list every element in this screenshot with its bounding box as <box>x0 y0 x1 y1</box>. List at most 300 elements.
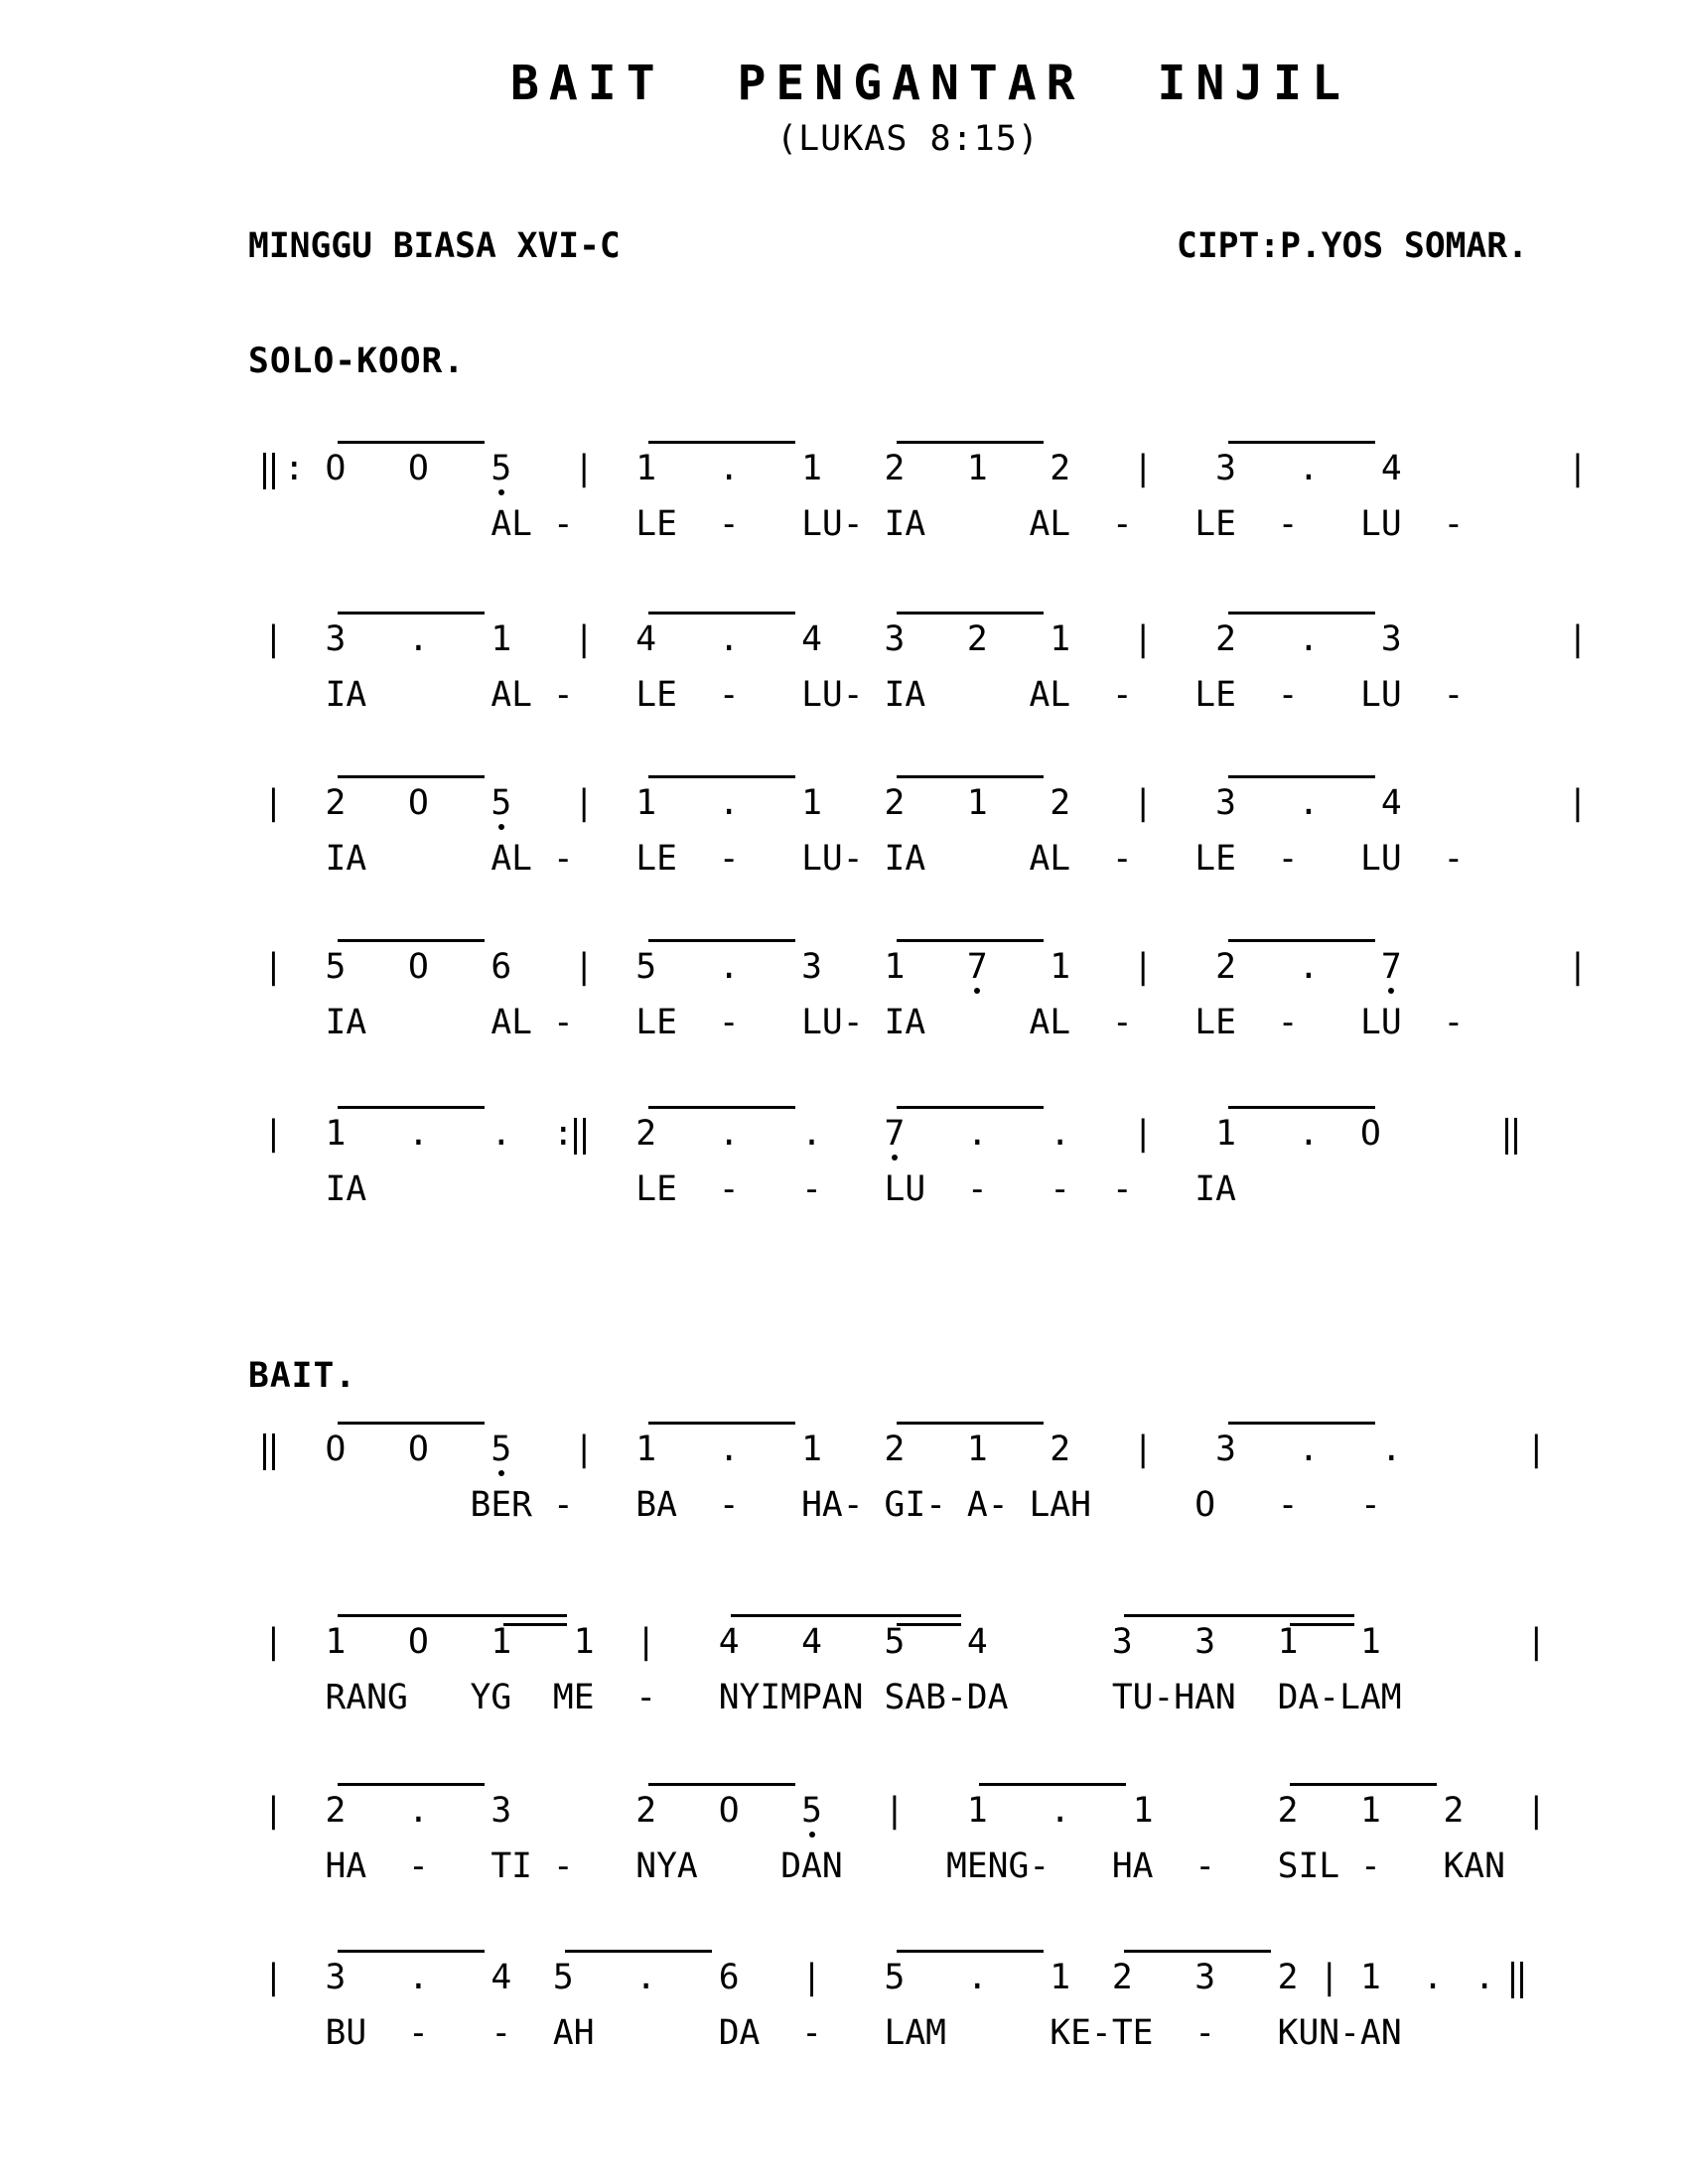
note-token: 1 <box>491 1622 512 1662</box>
note-token: 1 <box>1215 1114 1236 1154</box>
note-token: 4 <box>635 619 657 659</box>
lyric-syllable: HA <box>1111 1846 1154 1886</box>
duration-dot-token: . <box>491 1114 512 1154</box>
lyric-syllable: LU- <box>801 1003 864 1042</box>
lyric-syllable: LU <box>1360 504 1402 544</box>
composer-credit: CIPT:P.YOS SOMAR. <box>1177 226 1528 266</box>
lyric-syllable: - <box>718 839 740 879</box>
barline: | <box>263 1114 284 1154</box>
note-token: 5 <box>325 947 347 987</box>
note-token: 5 <box>635 947 657 987</box>
note-token: 3 <box>1194 1622 1216 1662</box>
note-token: 4 <box>801 619 822 659</box>
beam-line <box>897 441 1044 444</box>
lyric-syllable: - <box>1277 839 1299 879</box>
note-token: 2 <box>1277 1791 1299 1831</box>
beam-line <box>1124 1614 1353 1617</box>
rest-token: O <box>1360 1114 1381 1154</box>
lyric-syllable: KAN <box>1443 1846 1505 1886</box>
repeat-colon: : <box>552 1114 574 1154</box>
note-token: 4 <box>491 1958 512 1997</box>
beam-line <box>1228 612 1375 614</box>
note-token: 2 <box>325 1791 347 1831</box>
lyric-syllable: - <box>552 1485 574 1525</box>
lyric-syllable: DAN <box>780 1846 843 1886</box>
beam-line <box>648 1422 795 1425</box>
lyric-syllable: - <box>491 2013 512 2053</box>
duration-dot-token: . <box>1050 1791 1071 1831</box>
lyric-syllable: - <box>1277 1003 1299 1042</box>
beam-line <box>648 1783 795 1786</box>
duration-dot-token: . <box>966 1958 988 1997</box>
duration-dot-token: . <box>407 1958 429 1997</box>
beam-line <box>1228 939 1375 942</box>
note-token: 3 <box>1215 783 1236 823</box>
rest-token: O <box>325 1430 347 1469</box>
lyric-syllable: - <box>1277 504 1299 544</box>
beam-line <box>979 1783 1126 1786</box>
lyric-syllable: - <box>1111 675 1133 715</box>
duration-dot-token: . <box>718 947 740 987</box>
barline: | <box>1567 619 1589 659</box>
barline: | <box>573 783 595 823</box>
lyric-syllable: TU-HAN <box>1111 1678 1236 1717</box>
lyric-syllable: LAH <box>1029 1485 1091 1525</box>
note-token: 3 <box>325 1958 347 1997</box>
lyric-syllable: - <box>1111 1003 1133 1042</box>
beam-line <box>731 1614 960 1617</box>
lyric-syllable: YG <box>470 1678 512 1717</box>
note-token: 2 <box>884 783 906 823</box>
lyric-syllable: - <box>1111 1169 1133 1209</box>
lyric-syllable: KUN- <box>1277 2013 1360 2053</box>
lyric-syllable: TI <box>491 1846 532 1886</box>
lyric-syllable: BER <box>470 1485 532 1525</box>
occasion-label: MINGGU BIASA XVI-C <box>248 226 621 266</box>
duration-dot-token: . <box>1474 1958 1495 1997</box>
note-token: 1 <box>325 1622 347 1662</box>
lyric-syllable: IA <box>325 675 367 715</box>
note-token: 2 <box>884 449 906 488</box>
note-token: 2 <box>635 1791 657 1831</box>
double-barline <box>1505 1118 1517 1155</box>
note-token: 3 <box>1215 449 1236 488</box>
note-token: 1 <box>1277 1622 1299 1662</box>
barline: | <box>1132 619 1154 659</box>
note-token: 1 <box>1050 619 1071 659</box>
barline: | <box>1525 1791 1547 1831</box>
lyric-syllable: - <box>1277 675 1299 715</box>
lyric-syllable: O <box>1194 1485 1216 1525</box>
beam-line-double <box>503 1623 568 1626</box>
note-token: 1 <box>1050 947 1071 987</box>
beam-line <box>338 1950 485 1953</box>
lyric-syllable: DA-LAM <box>1277 1678 1402 1717</box>
low-octave-dot <box>1388 988 1394 994</box>
duration-dot-token: . <box>1380 1430 1402 1469</box>
solo-line-4 <box>0 933 1684 1052</box>
lyric-syllable: LU <box>884 1169 926 1209</box>
lyric-syllable: NYA <box>635 1846 698 1886</box>
note-token: 4 <box>718 1622 740 1662</box>
barline: | <box>263 619 284 659</box>
solo-line-1 <box>0 435 1684 554</box>
low-octave-dot <box>974 988 980 994</box>
duration-dot-token: . <box>718 1114 740 1154</box>
duration-dot-token: . <box>1298 449 1320 488</box>
lyric-syllable: - <box>1443 675 1465 715</box>
lyric-syllable: KE- <box>1050 2013 1112 2053</box>
duration-dot-token: . <box>718 449 740 488</box>
duration-dot-token: . <box>1298 1430 1320 1469</box>
duration-dot-token: . <box>1422 1958 1444 1997</box>
lyric-syllable: HA- <box>801 1485 864 1525</box>
note-token: 3 <box>1194 1958 1216 1997</box>
rest-token: O <box>407 449 429 488</box>
barline: | <box>1525 1430 1547 1469</box>
double-barline <box>1511 1962 1523 1998</box>
duration-dot-token: . <box>1298 619 1320 659</box>
lyric-syllable: BU <box>325 2013 367 2053</box>
note-token: 2 <box>325 783 347 823</box>
lyric-syllable: MENG- <box>946 1846 1051 1886</box>
lyric-syllable: IA <box>884 839 926 879</box>
rest-token: O <box>325 449 347 488</box>
lyric-syllable: SAB-DA <box>884 1678 1009 1717</box>
note-token: 7 <box>884 1114 906 1154</box>
barline: | <box>1567 449 1589 488</box>
beam-line <box>897 939 1044 942</box>
low-octave-dot <box>809 1832 815 1838</box>
lyric-syllable: - <box>552 1003 574 1042</box>
barline: | <box>1132 947 1154 987</box>
scripture-reference: (LUKAS 8:15) <box>776 119 1040 159</box>
beam-line <box>1228 1422 1375 1425</box>
duration-dot-token: . <box>801 1114 822 1154</box>
lyric-syllable: GI- <box>884 1485 946 1525</box>
barline: | <box>1319 1958 1340 1997</box>
lyric-syllable: LE <box>1194 504 1236 544</box>
lyric-syllable: NYIMPAN <box>718 1678 864 1717</box>
lyric-syllable: IA <box>325 1169 367 1209</box>
barline: | <box>263 947 284 987</box>
note-token: 3 <box>1380 619 1402 659</box>
note-token: 5 <box>552 1958 574 1997</box>
barline: | <box>263 1622 284 1662</box>
lyric-syllable: LU- <box>801 504 864 544</box>
lyric-syllable: IA <box>325 1003 367 1042</box>
note-token: 1 <box>966 783 988 823</box>
lyric-syllable: - <box>1050 1169 1071 1209</box>
lyric-syllable: AN <box>1360 2013 1402 2053</box>
low-octave-dot <box>498 1470 504 1476</box>
lyric-syllable: SIL <box>1277 1846 1340 1886</box>
lyric-syllable: IA <box>884 675 926 715</box>
solo-line-2 <box>0 606 1684 725</box>
beam-line <box>648 441 795 444</box>
note-token: 2 <box>1215 947 1236 987</box>
duration-dot-token: . <box>407 1114 429 1154</box>
note-token: 1 <box>966 1791 988 1831</box>
bait-line-1 <box>0 1416 1684 1535</box>
beam-line <box>897 1106 1044 1109</box>
lyric-syllable: - <box>1360 1846 1381 1886</box>
lyric-syllable: - <box>718 504 740 544</box>
section-label-bait: BAIT. <box>248 1356 357 1396</box>
note-token: 3 <box>491 1791 512 1831</box>
low-octave-dot <box>498 824 504 830</box>
beam-line <box>338 775 485 778</box>
page-title: BAIT PENGANTAR INJIL <box>510 56 1350 111</box>
note-token: 5 <box>801 1791 822 1831</box>
lyric-syllable: AL <box>1029 839 1071 879</box>
duration-dot-token: . <box>718 619 740 659</box>
beam-line <box>338 939 485 942</box>
note-token: 2 <box>1215 619 1236 659</box>
duration-dot-token: . <box>407 1791 429 1831</box>
beam-line <box>338 612 485 614</box>
lyric-syllable: LE <box>635 839 677 879</box>
note-token: 1 <box>491 619 512 659</box>
note-token: 2 <box>635 1114 657 1154</box>
note-token: 1 <box>1132 1791 1154 1831</box>
note-token: 2 <box>1443 1791 1465 1831</box>
lyric-syllable: AL <box>1029 504 1071 544</box>
note-token: 1 <box>1360 1791 1381 1831</box>
barline: | <box>573 619 595 659</box>
beam-line-double <box>897 1623 961 1626</box>
rest-token: O <box>718 1791 740 1831</box>
lyric-syllable: LU- <box>801 675 864 715</box>
beam-line <box>1228 1106 1375 1109</box>
bait-line-3 <box>0 1777 1684 1896</box>
barline: | <box>1567 783 1589 823</box>
note-token: 1 <box>1050 1958 1071 1997</box>
barline: | <box>801 1958 822 1997</box>
section-label-solo-koor: SOLO-KOOR. <box>248 341 466 381</box>
note-token: 2 <box>1111 1958 1133 1997</box>
duration-dot-token: . <box>718 783 740 823</box>
barline: | <box>263 1958 284 1997</box>
lyric-syllable: DA <box>718 2013 761 2053</box>
beam-line <box>648 939 795 942</box>
barline: | <box>573 947 595 987</box>
note-token: 3 <box>325 619 347 659</box>
lyric-syllable: LU- <box>801 839 864 879</box>
note-token: 3 <box>1111 1622 1133 1662</box>
note-token: 1 <box>1360 1622 1381 1662</box>
lyric-syllable: AL <box>491 1003 532 1042</box>
low-octave-dot <box>498 489 504 495</box>
note-token: 1 <box>801 1430 822 1469</box>
solo-line-3 <box>0 769 1684 888</box>
note-token: 7 <box>966 947 988 987</box>
lyric-syllable: - <box>407 1846 429 1886</box>
lyric-syllable: AL <box>491 504 532 544</box>
note-token: 1 <box>966 1430 988 1469</box>
lyric-syllable: - <box>1443 839 1465 879</box>
beam-line <box>648 612 795 614</box>
lyric-syllable: - <box>1443 504 1465 544</box>
low-octave-dot <box>892 1155 898 1160</box>
duration-dot-token: . <box>635 1958 657 1997</box>
barline: | <box>1132 449 1154 488</box>
duration-dot-token: . <box>1298 783 1320 823</box>
lyric-syllable: - <box>966 1169 988 1209</box>
bait-line-4 <box>0 1944 1684 2063</box>
beam-line <box>648 775 795 778</box>
note-token: 2 <box>1050 449 1071 488</box>
barline: | <box>1525 1622 1547 1662</box>
note-token: 5 <box>884 1622 906 1662</box>
double-barline <box>263 1433 275 1470</box>
duration-dot-token: . <box>966 1114 988 1154</box>
solo-line-5 <box>0 1100 1684 1219</box>
lyric-syllable: A- <box>966 1485 1009 1525</box>
barline: | <box>884 1791 906 1831</box>
note-token: 1 <box>635 449 657 488</box>
lyric-syllable: - <box>552 839 574 879</box>
note-token: 1 <box>801 783 822 823</box>
note-token: 7 <box>1380 947 1402 987</box>
beam-line <box>897 612 1044 614</box>
lyric-syllable: LU <box>1360 839 1402 879</box>
lyric-syllable: AH <box>552 2013 595 2053</box>
lyric-syllable: - <box>1194 1846 1216 1886</box>
lyric-syllable: ME <box>552 1678 595 1717</box>
barline: | <box>1567 947 1589 987</box>
barline: | <box>635 1622 657 1662</box>
lyric-syllable: - <box>801 2013 822 2053</box>
lyric-syllable: - <box>718 1485 740 1525</box>
note-token: 6 <box>718 1958 740 1997</box>
note-token: 4 <box>801 1622 822 1662</box>
note-token: 2 <box>1050 783 1071 823</box>
lyric-syllable: IA <box>884 504 926 544</box>
note-token: 4 <box>1380 449 1402 488</box>
rest-token: O <box>407 1622 429 1662</box>
lyric-syllable: - <box>801 1169 822 1209</box>
lyric-syllable: IA <box>1194 1169 1236 1209</box>
lyric-syllable: - <box>1360 1485 1381 1525</box>
note-token: 1 <box>635 1430 657 1469</box>
duration-dot-token: . <box>1298 947 1320 987</box>
note-token: 1 <box>573 1622 595 1662</box>
beam-line <box>565 1950 712 1953</box>
barline: | <box>1132 1430 1154 1469</box>
note-token: 4 <box>966 1622 988 1662</box>
lyric-syllable: - <box>407 2013 429 2053</box>
duration-dot-token: . <box>1298 1114 1320 1154</box>
beam-line <box>897 775 1044 778</box>
beam-line <box>648 1106 795 1109</box>
lyric-syllable: - <box>635 1678 657 1717</box>
lyric-syllable: LE <box>1194 675 1236 715</box>
rest-token: O <box>407 947 429 987</box>
note-token: 3 <box>801 947 822 987</box>
note-token: 2 <box>1277 1958 1299 1997</box>
note-token: 3 <box>1215 1430 1236 1469</box>
lyric-syllable: LE <box>635 675 677 715</box>
lyric-syllable: AL <box>1029 675 1071 715</box>
lyric-syllable: LU <box>1360 1003 1402 1042</box>
lyric-syllable: LE <box>635 1169 677 1209</box>
lyric-syllable: LU <box>1360 675 1402 715</box>
lyric-syllable: - <box>718 1003 740 1042</box>
lyric-syllable: AL <box>491 675 532 715</box>
lyric-syllable: - <box>552 1846 574 1886</box>
beam-line <box>338 1614 567 1617</box>
beam-line <box>1228 775 1375 778</box>
barline: | <box>1132 1114 1154 1154</box>
lyric-syllable: LE <box>635 1003 677 1042</box>
lyric-syllable: TE <box>1111 2013 1154 2053</box>
beam-line <box>338 1422 485 1425</box>
rest-token: O <box>407 783 429 823</box>
note-token: 5 <box>491 449 512 488</box>
beam-line <box>897 1422 1044 1425</box>
lyric-syllable: AL <box>1029 1003 1071 1042</box>
note-token: 5 <box>884 1958 906 1997</box>
beam-line <box>897 1950 1044 1953</box>
lyric-syllable: BA <box>635 1485 677 1525</box>
lyric-syllable: RANG <box>325 1678 408 1717</box>
lyric-syllable: - <box>1194 2013 1216 2053</box>
lyric-syllable: AL <box>491 839 532 879</box>
note-token: 3 <box>884 619 906 659</box>
lyric-syllable: IA <box>325 839 367 879</box>
barline: | <box>1132 783 1154 823</box>
double-barline <box>574 1118 586 1155</box>
note-token: 1 <box>966 449 988 488</box>
lyric-syllable: - <box>718 1169 740 1209</box>
lyric-syllable: - <box>718 675 740 715</box>
repeat-colon: : <box>283 449 305 488</box>
lyric-syllable: LE <box>1194 1003 1236 1042</box>
lyric-syllable: LE <box>1194 839 1236 879</box>
barline: | <box>573 1430 595 1469</box>
note-token: 2 <box>966 619 988 659</box>
note-token: 5 <box>491 783 512 823</box>
lyric-syllable: - <box>552 504 574 544</box>
lyric-syllable: LE <box>635 504 677 544</box>
lyric-syllable: - <box>1277 1485 1299 1525</box>
duration-dot-token: . <box>407 619 429 659</box>
note-token: 1 <box>1360 1958 1381 1997</box>
note-token: 1 <box>325 1114 347 1154</box>
duration-dot-token: . <box>1050 1114 1071 1154</box>
double-barline <box>263 453 275 489</box>
note-token: 1 <box>801 449 822 488</box>
lyric-syllable: - <box>1111 839 1133 879</box>
beam-line <box>338 441 485 444</box>
barline: | <box>573 449 595 488</box>
note-token: 1 <box>884 947 906 987</box>
beam-line <box>338 1783 485 1786</box>
note-token: 2 <box>1050 1430 1071 1469</box>
bait-line-2 <box>0 1608 1684 1727</box>
beam-line <box>1290 1783 1437 1786</box>
lyric-syllable: - <box>1443 1003 1465 1042</box>
rest-token: O <box>407 1430 429 1469</box>
note-token: 1 <box>635 783 657 823</box>
beam-line <box>1124 1950 1271 1953</box>
barline: | <box>263 783 284 823</box>
lyric-syllable: IA <box>884 1003 926 1042</box>
lyric-syllable: - <box>552 675 574 715</box>
note-token: 6 <box>491 947 512 987</box>
beam-line-double <box>1290 1623 1354 1626</box>
